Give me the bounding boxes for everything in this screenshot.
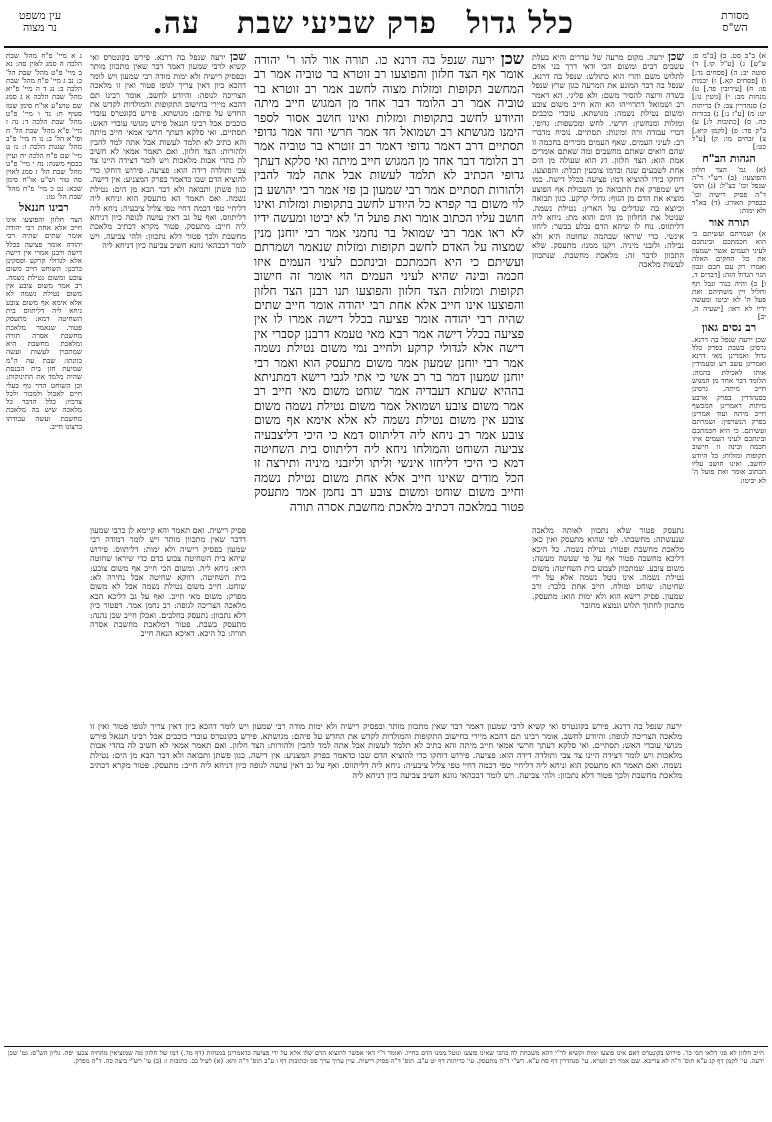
tosafot-column-lower	[90, 526, 246, 716]
rabbeinu-chananel-text: הצד חלזון והפוצעו אינו חייב אלא אחת רבי יהודה אומר שתים שהיה רבי יהודה אומר פציעה בכלל דישה ורבנן אמרי אין דישה אלא לגדולי קרקע ופסקינן כרבנן: השוחט חייב משום צובע ומשום נטילת נשמה. רב אמר משום צובע אין משום נטילת נשמה לא אלא אימא אף משום צובע ניחא ליה דליתווס בית השחיטה דמא: מתעסק פטור. שנאמר מלאכת מחשבת אסרה תורה ומלאכת מחשבת היא שמתכוין לעשות ועשה כוונתו: שבת עה ה"מ שמיעת חזן בית הכנסת שהיה מלמד את התינוקות: וכן השוחט הדר גוף בעלי חיים לאכול ולמכור ולכל צרכיו: כלל הדבר כל מלאכה שיש בה מלאכת מחשבת ועשה עבודתו כרצונו חייב.	[6, 214, 82, 432]
rashi-lead-word: שכן	[668, 52, 684, 63]
hagahot-title: הגהות הב"ח	[702, 151, 756, 165]
gemara-text: ירעה שנפל בה דרנא כו. תורה אור להו ר' יהודה אומר אף הצד חלזון והפוצעו רב זוטרא בר טוביה אמר רב המחשב תקופות ומזלות מצוה לחשב אמר רב זוטרא בר טוביה אמר רב הלומד דבר אחד מן המגוש חייב מיתה והיודע לחשב בתקופות ומזלות ואינו חושב אסור לספר הימנו מגושתא רב ושמואל חד אמר חרשי וחד אמר גדופי תסתיים דרב דאמר גדופי דאמר רב זוטרא בר טוביה אמר רב הלומד דבר אחד מן המגוש חייב מיתה ואי סלקא דעתך גדופי הכתיב לא תלמד לעשות אבל אתה למד להבין ולהורות תסתיים אמר רבי שמעון בן פזי אמר רבי יהושע בן לוי משום בר קפרא כל היודע לחשב בתקופות ומזלות ואינו חושב עליו הכתוב אומר ואת פועל ה' לא יביטו ומעשה ידיו לא ראו אמר רבי שמואל בר נחמני אמר רבי יוחנן מנין שמצוה על האדם לחשב תקופות ומזלות שנאמר ושמרתם ועשיתם כי היא חכמתכם ובינתכם לעיני העמים איזו חכמה ובינה שהיא לעיני העמים הוי אומר זה חישוב תקופות ומזלות הצד חלזון והפוצעו תנו רבנן הצד חלזון והפוצעו אינו חייב אלא אחת רבי יהודה אומר חייב שתים שהיה רבי יהודה אומר פציעה בכלל דישה אמרו לו אין פציעה בכלל דישה אמר רבא מאי טעמא דרבנן קסברי אין דישה אלא לגדולי קרקע ולחייב נמי משום נטילת נשמה אמר רבי יוחנן שמעון אמר משום מתעסק הוא ואמר רבי יוחנן שמעון דמר בר רב אשי כי אתי לגבי רישא דמתניתא בההיא שעתא דעבדיה אמר שוחט משום מאי חייב רב אמר משום צובע ושמואל אמר משום נטילת נשמה משום צובע אין משום נטילת נשמה לא אלא אימא אף משום צובע אמר רב ניחא ליה דליתווס דמא כי היכי דליצבעיה צביעה השוחט והמולחו ניחא ליה דליתווס בית השחיטה דמא כי היכי דליחזו אינשי וליתו וליזבני מיניה ותירצה זו הכל מודים שאינו חייב אלא אחת משום נטילת נשמה וחייב משום שוחט ומשום צובע רב נחמן אמר מתעסק פטור במלאכה דכתיב מלאכת מחשבת אסרה תורה	[254, 53, 524, 514]
footer-rule	[4, 1046, 768, 1047]
tosafot-lead-word: שכן	[230, 52, 246, 63]
rashi-column-lower	[532, 526, 684, 716]
ein-mishpat-text: נ א מיי' פ"ח מהל' שבת הלכה ה סמג לאוין סה: נא ב מיי' פ"ט מהל' שבת הל' כ: נב ג מיי' פ"ח מהל' שבת הלכה ב: נג ד ה מיי' פ"יא מהל' שבת הלכה א ג סמג שם טוש"ע או"ח סימן שטז סעיף ח: נד ו מיי' פ"ט מהל' שבת הלכה ד: נה ז מיי' פ"א מהל' שבת הל' ח ופי"א הל' ב: נו ח מיי' פ"ב מהל' שגגות הלכה ז: נז ט מיי' שם פ"ח הלכה יח ועיין בכסף משנה: נח י מיי' פ"ט מהל' שבת הל' ז סמג לאוין סה טור וש"ע או"ח סימן שכא: נט כ מיי' פ"ח מהל' שבת הל' טז:	[6, 52, 82, 202]
tractate-title: שבת	[237, 6, 294, 41]
tosafot-column	[90, 52, 246, 522]
rabbeinu-chananel-title: רבינו חננאל	[19, 201, 69, 215]
gemara-lead-word: שכן	[500, 52, 524, 68]
chapter-rule-title: כלל גדול	[466, 6, 574, 41]
left-margin-column	[6, 52, 82, 1042]
gemara-text-block	[254, 52, 524, 712]
header-rule	[4, 46, 768, 48]
tosafot-continuation: פסיק רישיה. ואם תאמר והא קיימא לן כרבי שמעון דדבר שאין מתכוון מותר ויש לומר דמודה רבי שמעון בפסיק רישיה ולא ימות: דליתווס. פירוש שיהא בית השחיטה צבוע בדם כדי שיראו שחוטה היא: ניחא ליה. ומשום הכי חייב אף משום צובע: בית השחיטה. דווקא שחיטה אבל נחירה לא: שוחט. חייב משום נטילת נשמה אבל לא משום מפרק: משום מאי חייב. ואף על גב דליכא הכא מלאכה הצריכה לגופה: רב נחמן אמר. דפטור כיון דלא נתכוון: נתעסק בחלבים. ואכלן חייב שכן נהנה: מתעסק בשבת. פטור דמלאכת מחשבת אסרה תורה: כל היכא. דאיכא הנאה חייב	[90, 526, 246, 639]
page-header	[0, 4, 772, 44]
masoret-corner-label: מסורת הש"ס	[721, 9, 749, 34]
tosafot-lower-wide	[90, 722, 682, 1044]
chapter-title: פרק שביעי	[302, 6, 437, 41]
rashi-column	[532, 52, 684, 522]
masoret-text: א) ב"ב סט. ב) [ב"מ ס: ע"ש] ג) [ע"ל קו.] ד) סוטה יב: ה) [פסחים נד:] ו) [פסחים קא.] ז) יבמות פו: ח) [עירובין פד.] ט) מנחות מב: י) [גיטין נו:] כ) סנהדרין צב: ל) כריתות יט: מ) [ע"ז נ:] נ) בכורות כה. ס) [כתובות ל:] ע) ב"ק פד: פ) [לקמן קיא.] צ) זבחים מו: ק) [ע"ל כט:]	[692, 52, 766, 152]
rav-nissim-title: רב נסים גאון	[701, 321, 757, 335]
tosafot-text: ירעה שנפל בה דרנא. פירש בקונטרס ואי קשיא לרבי שמעון דאמר דבר שאין מתכוון מותר ובפסיק רישיה ולא ימות מודה רבי שמעון ויש לומר דהכא כיון דאין צריך לגופו פטור ואין זו מלאכה הצריכה לגופה: והיודע לחשב. אומר רבינו תם דהכא מיירי בחישוב התקופות והמולדות לקדש את החדש על פיהם: מגושתא. פירש בקונטרס עובדי כוכבים אבל רבינו חננאל פירש מגושי עובדי האש: תסתיים. ואי סלקא דעתך חרשי אמאי חייב מיתה והא כתיב לא תלמד לעשות אבל אתה למד להבין ולהורות: הצד חלזון. ואם תאמר אמאי לא חשיב לה בהדי אבות מלאכות ויש לומר דצידה היינו צד צבי ותולדה דידה הוא: פציעה. פירוש דוחקו כדי להוציא הדם שבו כדאמר בפרק המצניע: אין דישה. כגון פשתן ותבואה ולא דבר הבא מן הים: נטילת נשמה. ואם תאמר הא מתעסק הוא וניחא ליה דליחיי טפי דכמה דחיי טפי צליל ציבעיה: ניחא ליה דליתווס. ואף על גב דאין עושה לגופה כיון דניחא ליה חייב: מתעסק. פטור מקרא דכתיב מלאכת מחשבת ולכך פטור דלא נתכוון: ולהי צביעה. ויש לומר דבכהאי גוונא חשיב צביעה כיון דניחא ליה	[90, 53, 246, 251]
torah-or-text: א) ושמרתם ועשיתם כי הוא חכמתכם ובינתכם לעיני העמים אשר ישמעון את כל החקים האלה ואמרו רק עם חכם ונבון הגוי הגדול הזה: [דברים ד, ו] ב) והיה כנור ונבל תף וחליל ויין משתיהם ואת פעל ה' לא יביטו ומעשה ידיו לא ראו: [ישעיה ה, יב]	[692, 228, 766, 321]
daf-number: עה.	[152, 6, 200, 41]
ein-mishpat-corner-label: עין משפט נר מצוה	[18, 9, 62, 34]
tosafot-wide-text: ירעה שנפל בה דרנא. פירש בקונטרס ואי קשיא לרבי שמעון דאמר דבר שאין מתכוון מותר ובפסיק רישיה ולא ימות מודה רבי שמעון ויש לומר דהכא כיון דאין צריך לגופו פטור ואין זו מלאכה הצריכה לגופה: והיודע לחשב. אומר רבינו תם דהכא מיירי בחישוב התקופות והמולדות לקדש את החדש על פיהם: מגושתא. פירש בקונטרס עובדי כוכבים אבל רבינו חננאל פירש מגושי עובדי האש: תסתיים. ואי סלקא דעתך חרשי אמאי חייב מיתה והא כתיב לא תלמד לעשות אבל אתה למד להבין ולהורות: הצד חלזון. ואם תאמר אמאי לא חשיב לה בהדי אבות מלאכות ויש לומר דצידה היינו צד צבי ותולדה דידה הוא: פציעה. פירוש דוחקו כדי להוציא הדם שבו כדאמר בפרק המצניע: אין דישה. כגון פשתן ותבואה ולא דבר הבא מן הים: נטילת נשמה. ואם תאמר הא מתעסק הוא וניחא ליה דליחיי טפי דכמה דחיי טפי צליל ציבעיה: ניחא ליה דליתווס. ואף על גב דאין עושה לגופה כיון דניחא ליה חייב: מתעסק. פטור מקרא דכתיב מלאכת מחשבת ולכך פטור דלא נתכוון: ולהי צביעה. ויש לומר דבכהאי גוונא חשיב צביעה כיון דניחא ליה	[90, 722, 682, 780]
rashi-text: ירעה. מקום מרעה של עדרים והיא בעלת עשבים רבים ומשום הכי ודאי דרך בני אדם לתלוש משם והרי הוא כתולש: שנפל בה דרנא. שנפל בה דבר המונע את המרעה כגון שרץ שנפל בשדה ורוצה להסיר משם: ולא פליגי. הא דאמר רב ושמואל דתרוייהו הא והא חייב משום צובע ומשום נטילת נשמה: מגושתא. עובדי כוכבים ומזלות ומנחשין: חרשי. לחש ומכשפות: גדופי. דברי עבודה זרה ומינות: תסתיים. נוכיח מדברי רב: לעיני העמים. שאף העמים מכירים בחכמה זו שהם רואים שאתם מחשבים ומה שאתם אומרים אמת הוא: הצד חלזון. דג הוא שעולה מן הים אחת לשבעים שנה ובדמו צובעין תכלת: והפוצעו. דוחקו בידו להוציא דמו: פציעה בכלל דישה. כמו דש שמפרק את התבואה מן השבולת אף הפוצע מוציא את הדם מן הגוף: גדולי קרקע. כגון תבואה וכיוצא בה שגדלים על הארץ: נטילת נשמה. שנוטל את החלזון מן הים והוא מת: ניחא ליה דליתווס. נוח לו שיהא הדם נבלע בבשר: ליחזו אינשי. כדי שיראו שבהמה שחוטה היא ולא נבילה: ולזבני מיניה. ויקנו ממנו: מתעסק. שלא התכוון לדבר זה: מלאכת מחשבת. שנתכוון לעשות מלאכה	[532, 53, 684, 269]
rashi-continuation: נתעסק פטור שלא נתכוון לאותה מלאכה שנעשתה: מחשבתו. לפי שהוא מתעסק ואין כאן מלאכת מחשבת ופטור: נטילת נשמה. כל היכא דליכא מחשבה פטור אף על פי שעשה מעשה: משום צובע. שמתכוון לצבוע בית השחיטה: משום נטילת נשמה. אינו נוטל נשמה אלא על ידי שחיטה: שוחט ומולח. חייב אחת בלבד: ורב שמעון. פסיק רישא הוא ולא ימות הוא: מתעסק. מתכוון לחתוך תלוש ונמצא מחובר	[532, 526, 684, 611]
hagahot-text: (א) גמ' הצד חלזון והפוצעו: (ב) רש"י ד"ה שנפל וכו' כצ"ל: (ג) תוס' ד"ה פסיק רישיה וכו' כבפרק האורג: (ד) בא"ד ולא ימות:	[692, 164, 766, 216]
torah-or-title: תורה אור	[708, 215, 750, 229]
right-margin-column	[692, 52, 766, 1042]
rav-nissim-text: שכן ירעה שנפל בה דרנא. גרסינן בשבת בפרק כלל גדול ואמרינן מאי דרנא ואמרינן עשב רע ומעמידין אותו לאכילת בהמה: הלומד דבר אחד מן המגוש חייב מיתה. גרסינן בסנהדרין בפרק ארבע מיתות דאמרינן המכשף חייב מיתה ועוד אמרינן בפרק הנשרפין: ושמרתם ועשיתם. כי היא חכמתכם ובינתכם לעיני העמים איזו חכמה ובינה זו חישוב תקופות ומזלות: כל היודע לחשב. ואינו חושב עליו הכתוב אומר ואת פועל ה' לא יביטו:	[692, 334, 766, 485]
footer-notes: חייב חלזון לא סגי דלאו הכי כו'. פירוש בקונטרס דאם אינו פוצעו ימות וקשיא לר"י דהא משכחת לה בהכי שאינו פוצעו ונוטל ממנו הדם בחייו. ואומר ר"י דאי אפשר להוציא הדם שלו אלא על ידי פציעה כדאמרינן במנחות (דף מד.) דמו של חלזון מה שמוציאין מהחיה צבעו יפה. גליון הש"ס: גמ' שכן ירעה. עי' לקמן דף קג ע"א תוס' ד"ה לא צריכא. שם אמר רב זוטרא. עי' סנהדרין דף סח ע"א. רש"י ד"ה מתעסק. עי' כריתות דף יט ע"ב. תוס' ד"ה פסיק רישיה. עיין ערוך ערך פס וכתובות דף ו ע"ב תוס' ד"ה והא. (א) לעיל כב. כתובות ו: (ב) עי' רש"י ביצה כה. ד"ה מפרק.	[8, 1050, 764, 1065]
